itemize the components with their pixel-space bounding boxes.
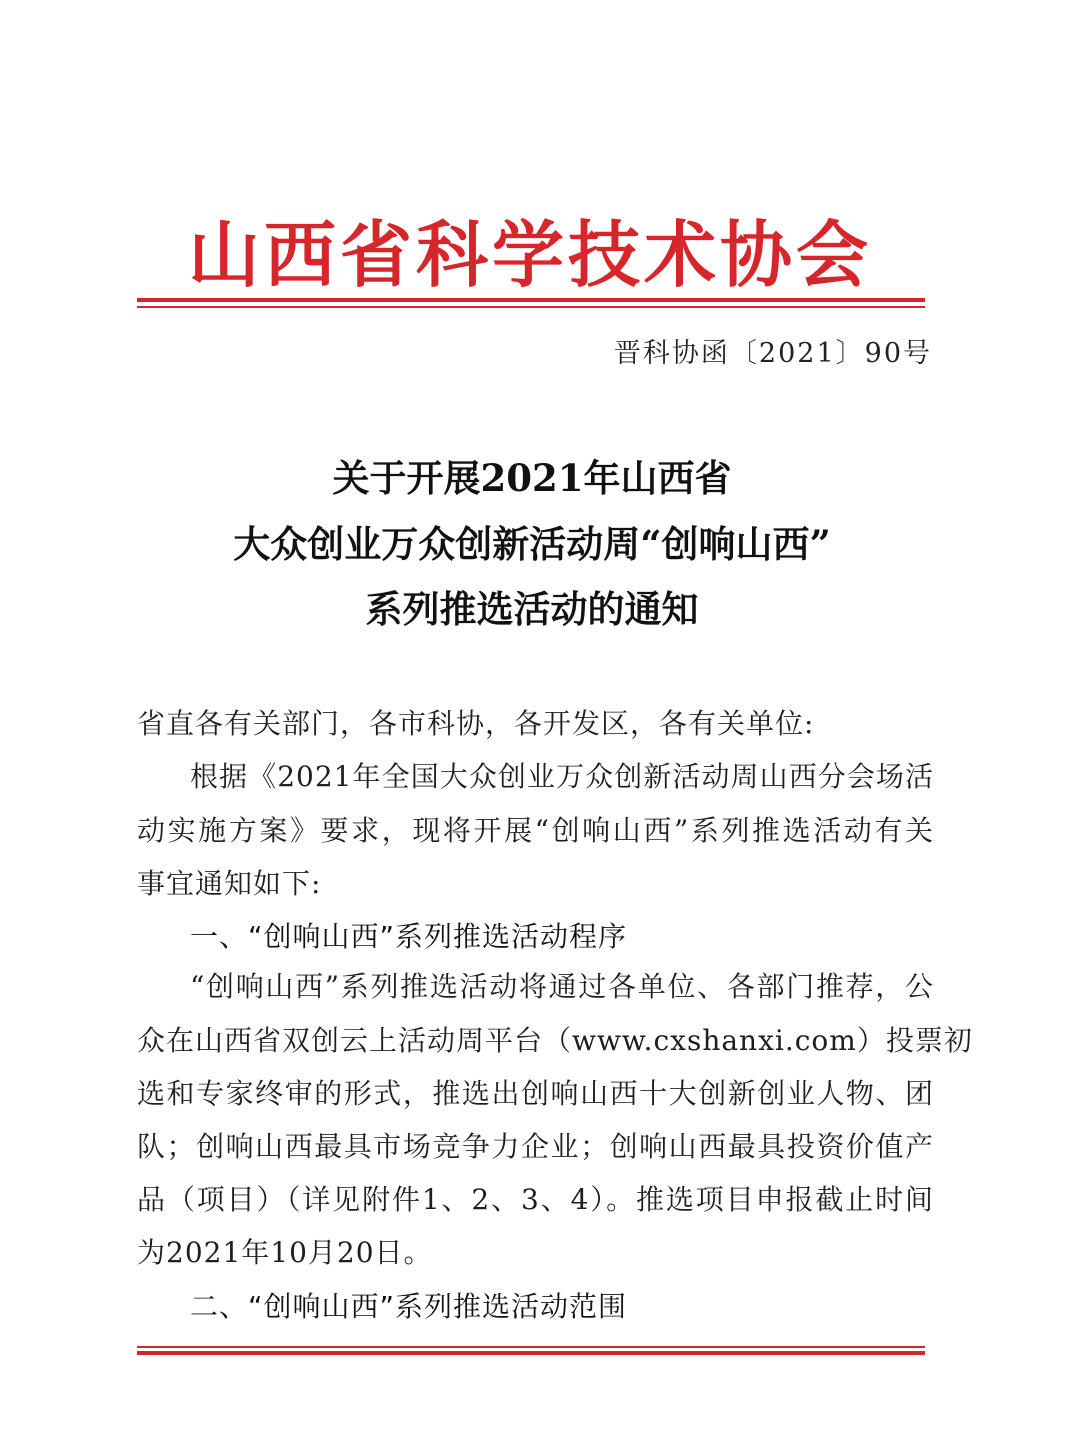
intro-line: 事宜通知如下:	[137, 867, 322, 900]
document-title-line-2: 大众创业万众创新活动周“创响山西”	[233, 522, 831, 566]
organization-title: 山西省科学技术协会	[187, 213, 872, 297]
intro-line: 动实施方案》要求，现将开展“创响山西”系列推选活动有关	[137, 814, 934, 847]
document-title-line-1: 关于开展2021年山西省	[332, 456, 732, 500]
section-1-line: 队；创响山西最具市场竞争力企业；创响山西最具投资价值产	[137, 1130, 934, 1163]
document-title-line-3: 系列推选活动的通知	[365, 587, 699, 631]
header-rule-thin	[137, 306, 925, 308]
footer-rule-thick	[137, 1351, 925, 1355]
header-rule-thick	[137, 298, 925, 302]
salutation: 省直各有关部门，各市科协，各开发区，各有关单位:	[137, 707, 815, 740]
intro-line: 根据《2021年全国大众创业万众创新活动周山西分会场活	[190, 760, 934, 793]
section-1-line: 选和专家终审的形式，推选出创响山西十大创新创业人物、团	[137, 1077, 934, 1110]
document-number: 晋科协函〔2021〕90号	[613, 338, 932, 369]
section-1-line: 众在山西省双创云上活动周平台（www.cxshanxi.com）投票初	[137, 1024, 973, 1057]
section-1-line: 为2021年10月20日。	[137, 1236, 433, 1269]
section-1-line: 品（项目）（详见附件1、2、3、4）。推选项目申报截止时间	[137, 1183, 934, 1216]
footer-rule-thin	[137, 1346, 925, 1348]
section-2-heading: 二、“创响山西”系列推选活动范围	[190, 1290, 628, 1323]
section-1-line: “创响山西”系列推选活动将通过各单位、各部门推荐，公	[190, 970, 934, 1003]
section-1-heading: 一、“创响山西”系列推选活动程序	[190, 920, 628, 953]
